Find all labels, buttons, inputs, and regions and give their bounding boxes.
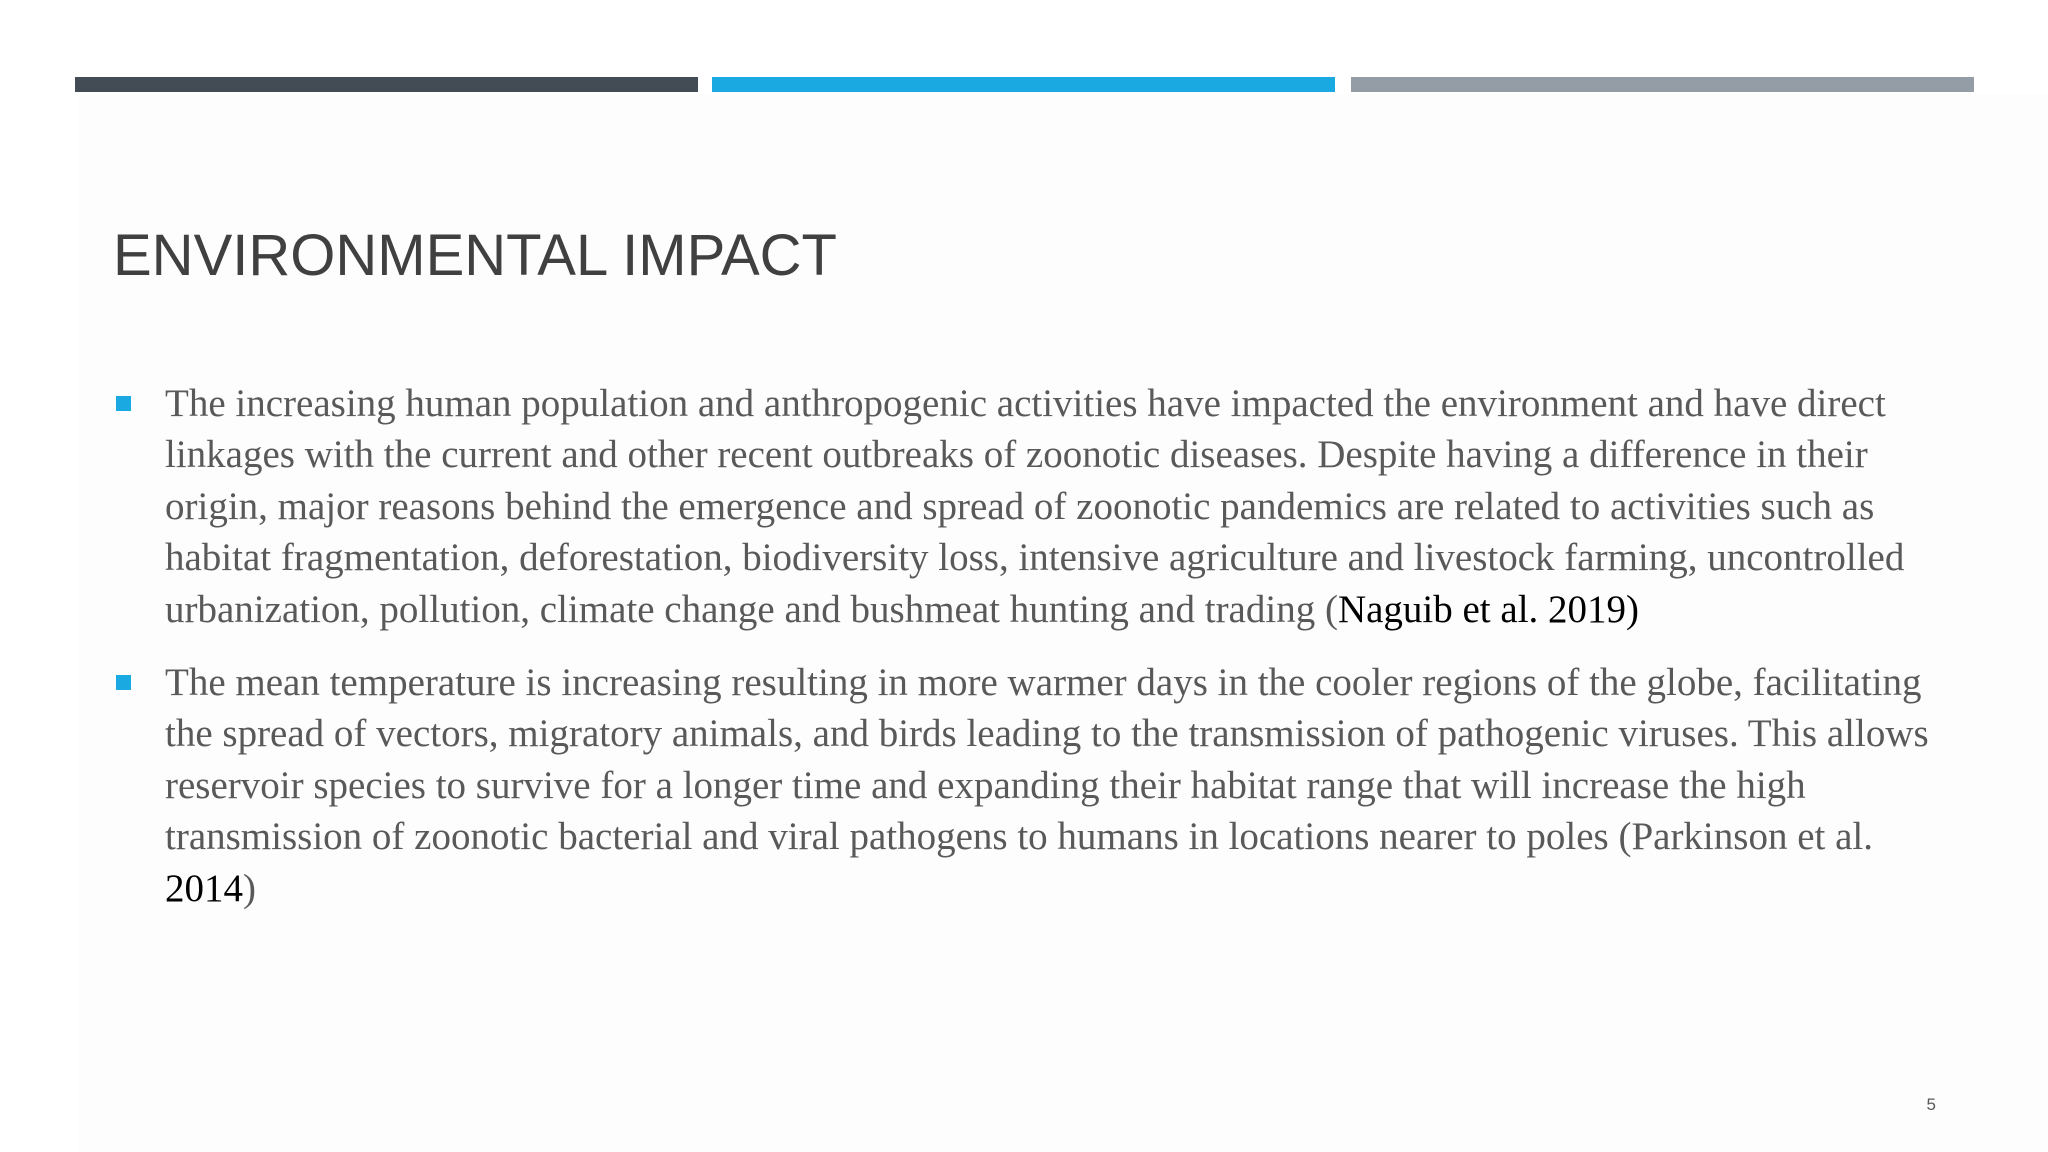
bullet-tail: ) bbox=[243, 866, 256, 910]
bullet-item bbox=[113, 657, 1933, 914]
header-bar-dark bbox=[75, 77, 698, 92]
bullet-list bbox=[113, 378, 1933, 936]
header-bar-blue bbox=[712, 77, 1335, 92]
header-bar-gray bbox=[1351, 77, 1974, 92]
bullet-item bbox=[113, 378, 1933, 635]
page-number: 5 bbox=[1926, 1095, 1936, 1114]
square-bullet-icon bbox=[116, 396, 131, 411]
slide-title: ENVIRONMENTAL IMPACT bbox=[113, 223, 837, 288]
square-bullet-icon bbox=[116, 675, 131, 690]
citation: 2014 bbox=[165, 866, 243, 910]
citation: Naguib et al. 2019) bbox=[1337, 587, 1640, 631]
bullet-text: The increasing human population and anthropogenic activities have impacted the environment and have direct linkages with the current and other recent outbreaks of zoonotic diseases. Despite having a difference in their origin, major reasons behind the emergence and spread of zoonotic pandemics are related to activities such as habitat fragmentation, deforestation, biodiversity loss, intensive agriculture and livestock farming, uncontrolled urbanization, pollution, climate change and bushmeat hunting and trading ( bbox=[165, 382, 1905, 631]
bullet-text: The mean temperature is increasing resulting in more warmer days in the cooler regions of the globe, facilitating the spread of vectors, migratory animals, and birds leading to the transmission of pathogenic viruses. This allows reservoir species to survive for a longer time and expanding their habitat range that will increase the high transmission of zoonotic bacterial and viral pathogens to humans in locations nearer to poles (Parkinson et al. bbox=[165, 661, 1929, 859]
